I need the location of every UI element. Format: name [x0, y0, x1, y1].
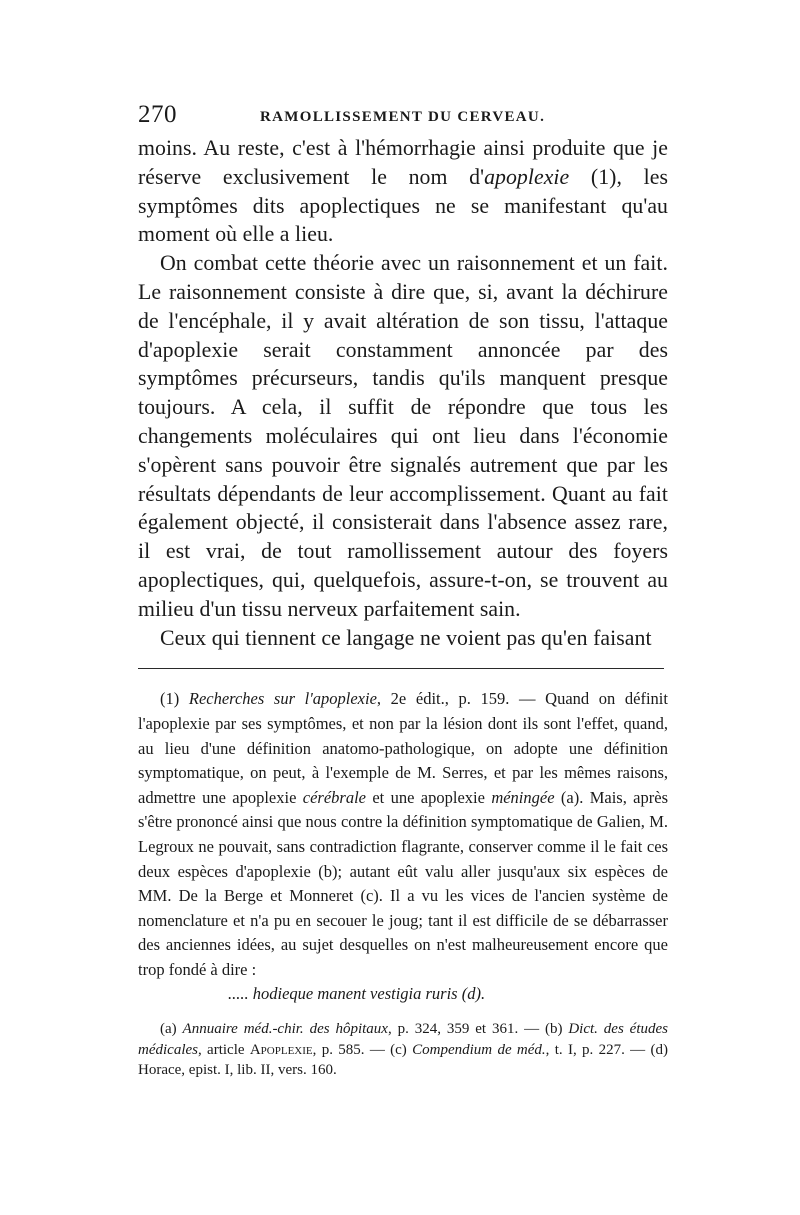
ref-c-d-text: , t. I, p. 227. — (d) Horace, epist. I, lib. II, vers. 160.: [138, 1041, 668, 1079]
footnote-marker: (1): [160, 689, 189, 709]
paragraph-1-text-c: (1), les symptômes dits apoplectiques ne se manifestant qu'au moment où elle a lieu.: [138, 164, 668, 247]
footnote-text-4: et une apoplexie: [366, 787, 492, 807]
footnote-divider: [138, 668, 664, 669]
ref-b-pages: , p. 585. — (c): [312, 1041, 413, 1058]
footnote-1: [138, 687, 668, 982]
apoplexie-emphasis: apoplexie: [484, 164, 570, 189]
page-number: 270: [138, 101, 177, 128]
ref-b-article: , article: [197, 1041, 250, 1058]
footnote-text-2: , 2e édit., p. 159. — Quand on définit l'apoplexie par ses symptômes, et non par la lésion dont ils sont l'effet, quand, au lieu d'une définition anatomo-pathologique, on adopte une définition symptomatique, on peut, à l'exemple de M. Serres, et par les mêmes raisons, admettre une apoplexie: [138, 689, 668, 807]
footnotes: [138, 687, 668, 1080]
body-text: [138, 134, 668, 652]
footnote-references: [138, 1019, 668, 1081]
ref-b-title: Dict. des études médicales: [138, 1021, 669, 1058]
page-header: [138, 100, 668, 134]
ref-a-title: Annuaire méd.-chir. des hôpitaux: [182, 1021, 388, 1038]
footnote-text-6: (a). Mais, après s'être prononcé ainsi que nous contre la définition symptomatique de Galien, M. Legroux ne pouvait, sans contradiction flagrante, conserver comme il le fait ces deux espèces d'apoplexie (b); autant eût valu aller jusqu'aux six espèces de MM. De la Berge et Monneret (c). Il a vu les vices de l'ancien système de nomenclature et n'a pu en secouer le joug; tant il est difficile de se débarrasser des anciennes idées, au sujet desquelles on n'est malheureusement encore que trop fondé à dire :: [138, 787, 668, 979]
ref-b-article-name: Apoplexie: [249, 1041, 313, 1058]
ref-a-pages: , p. 324, 359 et 361. — (b): [387, 1021, 569, 1038]
footnote-quote: ..... hodieque manent vestigia ruris (d).: [228, 984, 486, 1004]
paragraph-2: On combat cette théorie avec un raisonnement et un fait. Le raisonnement consiste à dire que, si, avant la déchirure de l'encéphale, il y avait altération de son tissu, l'attaque d'apoplexie serait constamment annoncée par des symptômes précurseurs, tandis qu'ils manquent presque toujours. A cela, il suffit de répondre que tous les changements moléculaires qui ont lieu dans l'économie s'opèrent sans pouvoir être signalés autrement que par les résultats dépendants de leur accomplissement. Quant au fait également objecté, il consisterait dans l'absence assez rare, il est vrai, de tout ramollissement autour des foyers apoplectiques, qui, quelquefois, assure-t-on, se trouvent au milieu d'un tissu nerveux parfaitement sain.: [138, 251, 668, 621]
running-head: RAMOLLISSEMENT DU CERVEAU.: [260, 109, 546, 125]
paragraph-1-text-a: moins. Au reste, c'est à l'hémorrhagie ainsi produite que je réserve exclusivement le nom d': [138, 136, 668, 189]
paragraph-1: [138, 134, 668, 249]
footnote-title-citation: Recherches sur l'apoplexie: [188, 689, 377, 709]
paragraph-3: Ceux qui tiennent ce langage ne voient pas qu'en faisant: [160, 625, 652, 650]
footnote-term-cerebrale: cérébrale: [302, 787, 366, 807]
footnote-term-meningee: méningée: [491, 787, 555, 807]
ref-c-title: Compendium de méd.: [412, 1041, 546, 1058]
document-page: [138, 100, 668, 1081]
ref-a-marker: (a): [160, 1021, 183, 1038]
